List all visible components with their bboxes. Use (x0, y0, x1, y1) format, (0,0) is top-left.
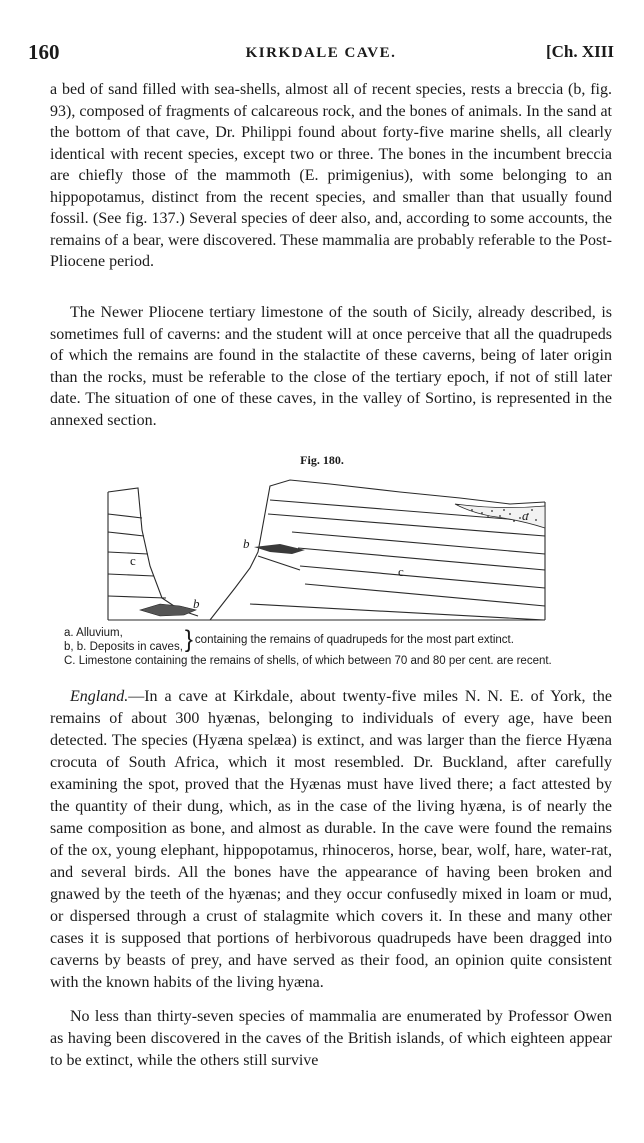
legend-b-text: containing the remains of quadrupeds for the most part extinct. (194, 634, 514, 646)
label-b-lower: b (193, 596, 200, 611)
legend-brace: } (184, 626, 193, 653)
label-a: a (522, 508, 529, 523)
paragraph-shells-breccia (50, 79, 612, 273)
legend-c: C. Limestone containing the remains of shells, of which between 70 and 80 per cent. are recent. (64, 655, 552, 667)
paragraph-text: a bed of sand filled with sea-shells, almost all of recent species, rests a breccia (b, fig. 93), composed of fragments of calcareous rock, and the bones of animals. In the sand at the bottom of that cave, Dr. Philippi found about forty-five marine shells, all clearly identical with recent species, except two or three. The bones in the incumbent breccia are chiefly those of the mammoth (E. primigenius), with some belonging to an hippopotamus, distinct from the recent species, and smaller than that usually found fossil. (See fig. 137.) Several species of deer also, and, according to some accounts, the remains of a bear, were discovered. These mammalia are probably referable to the Post-Pliocene period. (50, 81, 612, 270)
page-header (28, 40, 614, 70)
chapter-label: [Ch. XIII (545, 42, 614, 61)
label-b-upper: b (243, 536, 250, 551)
label-c-right: c (398, 564, 404, 579)
legend-b: b, b. Deposits in caves, (64, 641, 183, 653)
legend-group-ab (64, 626, 634, 654)
page-number: 160 (28, 40, 60, 64)
section-lead: England. (70, 688, 129, 705)
cave-section-figure (100, 470, 550, 627)
paragraph-sicily-caverns (50, 302, 612, 431)
legend-a: a. Alluvium, (64, 627, 123, 639)
cave-section-diagram (100, 470, 550, 622)
label-c-left: c (130, 553, 136, 568)
figure-caption: Fig. 180. (300, 453, 344, 467)
paragraph-british-caves (50, 1006, 612, 1072)
figure-legend (64, 626, 634, 668)
paragraph-text: The Newer Pliocene tertiary limestone of the south of Sicily, already described, is sometimes full of caverns: and the student will at once perceive that all the quadrupeds of which the remains are found in the stalactite of these caverns, being of later origin than the rocks, must be referable to the close of the tertiary epoch, if not of still later date. The situation of one of these caves, in the valley of Sortino, is represented in the annexed section. (50, 304, 612, 429)
paragraph-text: No less than thirty-seven species of mammalia are enumerated by Professor Owen as having been discovered in the caves of the British islands, of which eighteen appear to be extinct, while the others still survive (50, 1008, 612, 1069)
paragraph-text: —In a cave at Kirkdale, about twenty-five miles N. N. E. of York, the remains of about 300 hyænas, belonging to individuals of every age, have been detected. The species (Hyæna spelæa) is extinct, and was larger than the fierce Hyæna crocuta of South Africa, which it most resembled. Dr. Buckland, after carefully examining the spot, proved that the Hyænas must have lived there; a fact attested by the quantity of their dung, which, as in the case of the living hyæna, is of nearly the same composition as bone, and almost as durable. In the cave were found the remains of the ox, young elephant, hippopotamus, rhinoceros, horse, bear, wolf, hare, water-rat, and several birds. All the bones have the appearance of having been broken and gnawed by the teeth of the hyænas; and they occur confusedly mixed in loam or mud, or dispersed through a crust of stalagmite which covers it. In these and many other cases it is supposed that portions of herbivorous quadrupeds have been dragged into caverns by beasts of prey, and have served as their food, an opinion quite consistent with the known habits of the living hyæna. (50, 688, 612, 991)
running-title: KIRKDALE CAVE. (245, 45, 397, 61)
paragraph-kirkdale (50, 686, 612, 994)
